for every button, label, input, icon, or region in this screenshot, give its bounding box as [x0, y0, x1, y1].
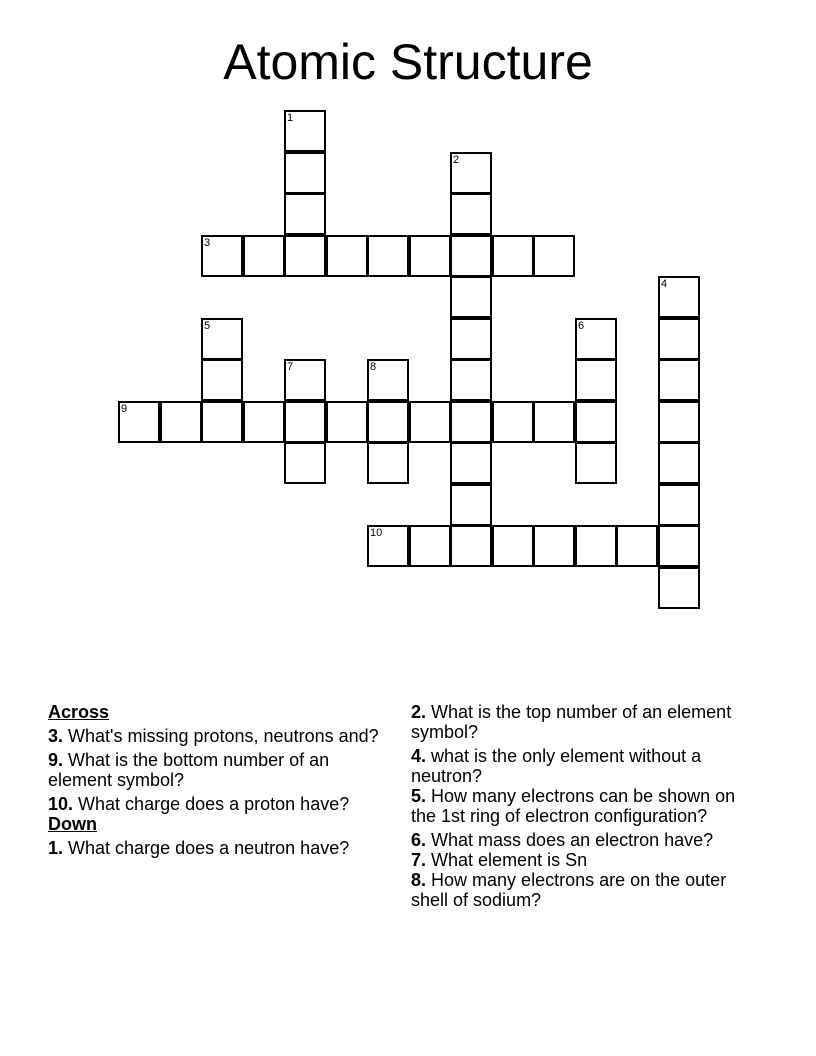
clue-number: 1.	[48, 838, 64, 858]
grid-cell[interactable]	[575, 401, 617, 443]
grid-cell[interactable]	[658, 318, 700, 360]
grid-cell[interactable]	[492, 525, 534, 567]
grid-cell[interactable]	[367, 442, 409, 484]
across-heading: Across	[48, 702, 110, 722]
cell-number: 3	[204, 237, 211, 249]
grid-cell[interactable]	[284, 401, 326, 443]
grid-cell[interactable]	[201, 401, 243, 443]
grid-cell[interactable]	[450, 401, 492, 443]
grid-cell[interactable]	[658, 484, 700, 526]
grid-cell[interactable]	[243, 235, 285, 277]
clue-down-8	[411, 870, 741, 910]
clue-down-4	[411, 746, 741, 786]
cell-number: 1	[287, 112, 294, 124]
grid-cell[interactable]	[284, 152, 326, 194]
grid-cell[interactable]	[201, 235, 243, 277]
grid-cell[interactable]	[201, 359, 243, 401]
grid-cell[interactable]	[284, 193, 326, 235]
grid-cell[interactable]	[367, 401, 409, 443]
grid-cell[interactable]	[658, 359, 700, 401]
grid-cell[interactable]	[450, 484, 492, 526]
grid-cell[interactable]	[450, 318, 492, 360]
clue-text: What element is Sn	[431, 850, 588, 870]
grid-cell[interactable]	[326, 235, 368, 277]
grid-cell[interactable]	[118, 401, 160, 443]
grid-cell[interactable]	[533, 525, 575, 567]
grid-cell[interactable]	[284, 442, 326, 484]
grid-cell[interactable]	[658, 567, 700, 609]
grid-cell[interactable]	[201, 318, 243, 360]
clue-down-6	[411, 830, 741, 850]
grid-cell[interactable]	[367, 235, 409, 277]
grid-cell[interactable]	[450, 152, 492, 194]
grid-cell[interactable]	[450, 525, 492, 567]
grid-cell[interactable]	[575, 359, 617, 401]
clue-across-3	[48, 726, 388, 746]
clue-text: How many electrons are on the outer shell of sodium?	[411, 870, 727, 910]
clue-text: What is the top number of an element symbol?	[411, 702, 732, 742]
clue-number: 8.	[411, 870, 427, 890]
grid-cell[interactable]	[284, 110, 326, 152]
clue-number: 7.	[411, 850, 427, 870]
clue-across-10	[48, 794, 388, 814]
clue-across-9	[48, 750, 388, 790]
grid-cell[interactable]	[492, 401, 534, 443]
clue-number: 4.	[411, 746, 427, 766]
grid-cell[interactable]	[243, 401, 285, 443]
down-heading: Down	[48, 814, 97, 834]
grid-cell[interactable]	[616, 525, 658, 567]
clues-left-column	[48, 702, 388, 862]
grid-cell[interactable]	[450, 359, 492, 401]
clue-number: 2.	[411, 702, 427, 722]
clue-down-1	[48, 838, 388, 858]
grid-cell[interactable]	[367, 359, 409, 401]
cell-number: 4	[661, 278, 668, 290]
grid-cell[interactable]	[284, 359, 326, 401]
grid-cell[interactable]	[658, 401, 700, 443]
clue-down-2	[411, 702, 741, 742]
cell-number: 6	[578, 320, 585, 332]
clue-number: 6.	[411, 830, 427, 850]
grid-cell[interactable]	[575, 525, 617, 567]
cell-number: 5	[204, 320, 211, 332]
grid-cell[interactable]	[450, 193, 492, 235]
grid-cell[interactable]	[367, 525, 409, 567]
grid-cell[interactable]	[492, 235, 534, 277]
grid-cell[interactable]	[450, 276, 492, 318]
grid-cell[interactable]	[326, 401, 368, 443]
clues-right-column	[411, 702, 741, 914]
puzzle-title: Atomic Structure	[223, 34, 593, 90]
clue-text: What charge does a neutron have?	[68, 838, 350, 858]
grid-cell[interactable]	[160, 401, 202, 443]
grid-cell[interactable]	[658, 442, 700, 484]
clue-text: How many electrons can be shown on the 1st ring of electron configuration?	[411, 786, 736, 826]
cell-number: 8	[370, 361, 377, 373]
grid-cell[interactable]	[450, 235, 492, 277]
cell-number: 10	[370, 527, 383, 539]
grid-cell[interactable]	[575, 318, 617, 360]
grid-cell[interactable]	[284, 235, 326, 277]
cell-number: 7	[287, 361, 294, 373]
grid-cell[interactable]	[533, 235, 575, 277]
clue-down-7	[411, 850, 741, 870]
clue-number: 10.	[48, 794, 74, 814]
clue-text: What charge does a proton have?	[78, 794, 350, 814]
cell-number: 2	[453, 154, 460, 166]
grid-cell[interactable]	[409, 401, 451, 443]
clue-text: what is the only element without a neutron?	[411, 746, 702, 786]
clue-number: 5.	[411, 786, 427, 806]
grid-cell[interactable]	[658, 525, 700, 567]
clue-text: What is the bottom number of an element symbol?	[48, 750, 330, 790]
clue-number: 9.	[48, 750, 64, 770]
cell-number: 9	[121, 403, 128, 415]
clue-number: 3.	[48, 726, 64, 746]
grid-cell[interactable]	[409, 525, 451, 567]
clue-text: What's missing protons, neutrons and?	[68, 726, 379, 746]
grid-cell[interactable]	[575, 442, 617, 484]
clue-text: What mass does an electron have?	[431, 830, 714, 850]
grid-cell[interactable]	[409, 235, 451, 277]
grid-cell[interactable]	[658, 276, 700, 318]
clue-down-5	[411, 786, 741, 826]
grid-cell[interactable]	[450, 442, 492, 484]
grid-cell[interactable]	[533, 401, 575, 443]
